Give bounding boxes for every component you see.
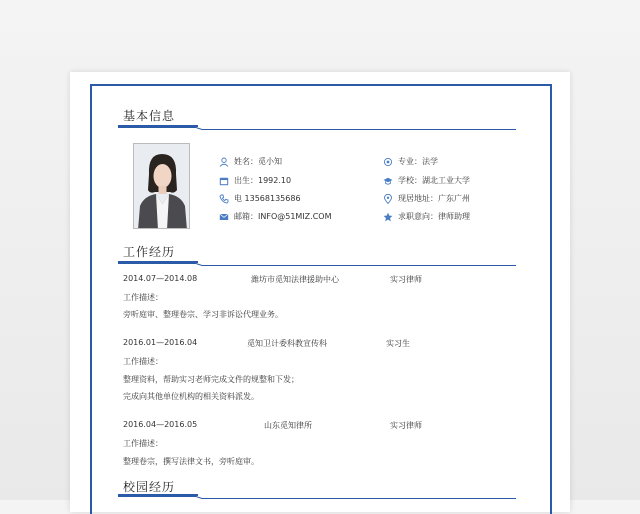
section-underline-basic — [118, 123, 516, 133]
graduation-cap-icon — [383, 176, 393, 186]
job-period: 2014.07—2014.08 — [123, 274, 198, 283]
job-desc-label: 工作描述： — [123, 293, 163, 302]
profile-photo — [133, 143, 190, 229]
job-desc-label: 工作描述： — [123, 357, 163, 366]
job-role: 实习生 — [386, 339, 410, 348]
job-desc-line: 旁听庭审、整理卷宗、学习非诉讼代理业务。 — [123, 310, 283, 319]
envelope-icon — [219, 212, 229, 222]
star-icon — [383, 212, 393, 222]
calendar-icon — [219, 176, 229, 186]
info-intent: 求职意向：律师助理 — [383, 211, 470, 222]
job-period: 2016.04—2016.05 — [123, 420, 198, 429]
job-period: 2016.01—2016.04 — [123, 338, 198, 347]
job-role: 实习律师 — [390, 421, 422, 430]
info-birth: 出生：1992.10 — [219, 175, 291, 186]
job-desc-line: 整理资料，帮助实习老师完成文件的规整和下发； — [123, 375, 299, 384]
job-role: 实习律师 — [390, 275, 422, 284]
phone-icon — [219, 194, 229, 204]
section-underline-campus — [118, 492, 516, 502]
job-company: 山东觅知律所 — [264, 421, 312, 430]
section-title-work: 工作经历 — [123, 245, 176, 259]
job-company: 潍坊市觅知法律援助中心 — [251, 275, 339, 284]
section-title-basic: 基本信息 — [123, 109, 176, 123]
info-major: 专业：法学 — [383, 156, 438, 167]
info-name: 姓名：觅小知 — [219, 156, 282, 167]
info-phone: 电 13568135686 — [219, 193, 301, 204]
target-icon — [383, 157, 393, 167]
location-pin-icon — [383, 194, 393, 204]
section-title-campus: 校园经历 — [123, 480, 176, 494]
info-school: 学校：湖北工业大学 — [383, 175, 470, 186]
job-desc-line: 整理卷宗，撰写法律文书，旁听庭审。 — [123, 457, 259, 466]
job-desc-line: 完成向其他单位机构的相关资料派发。 — [123, 392, 259, 401]
job-company: 觅知卫计委科教宣传科 — [247, 339, 327, 348]
info-email: 邮箱：INFO@51MIZ.COM — [219, 211, 332, 222]
info-address: 现居地址：广东广州 — [383, 193, 470, 204]
section-underline-work — [118, 259, 516, 269]
person-icon — [219, 157, 229, 167]
job-desc-label: 工作描述： — [123, 439, 163, 448]
